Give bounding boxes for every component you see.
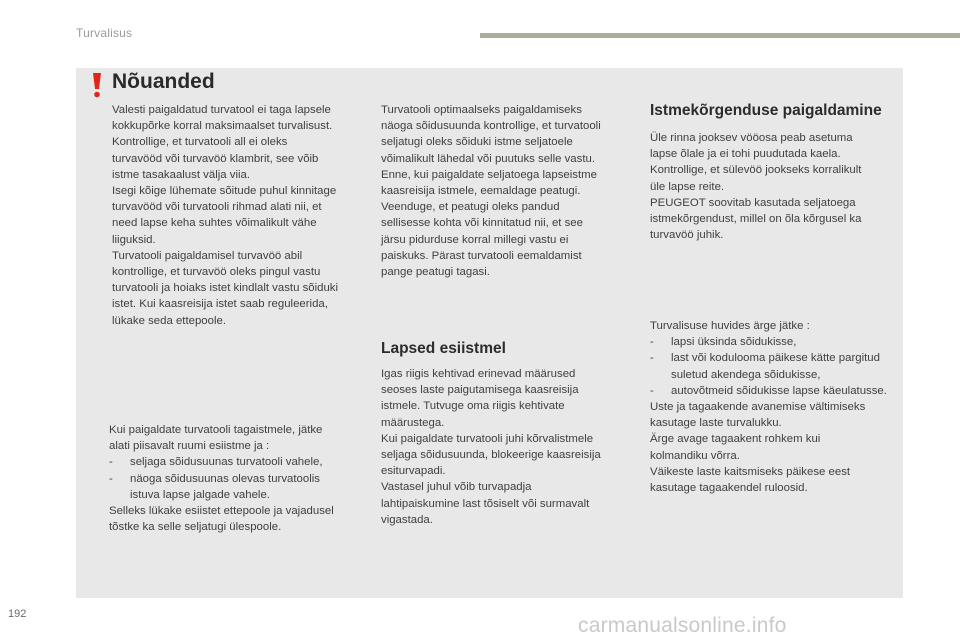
text-line: Kui paigaldate turvatooli juhi kõrvalistmele [381,432,594,445]
list-item-text: last või koduloomа päikese kätte pargitud suletud akendega sõidukisse, [671,352,880,381]
list-item: - näoga sõidusuunas olevas turvatoolis istuva lapse jalgade vahele. [109,472,320,501]
text-line: kolmandiku võrra. [650,449,740,462]
text-line: järsu pidurduse korral millegi vastu ei [381,233,569,246]
list-item-text: näoga sõidusuunas olevas turvatoolis istuva lapse jalgade vahele. [130,472,320,501]
text-line: lahtipaiskumine last tõsiselt või surmavalt [381,497,590,510]
text-line: tõstke ka selle seljatugi ülespoole. [109,521,282,534]
text-line: esiturvapadi. [381,465,446,478]
text-line: turvatooli ja hoiaks istet kindlalt vastu sõiduki [112,282,339,295]
text-line: paiskuks. Pärast turvatooli eemaldamist [381,249,582,262]
text-line: turvavööd või turvatooli rihmad alati nii, et [112,201,322,214]
text-line: istme tasakaalust välja viia. [112,168,251,181]
text-line: Isegi kõige lühemate sõitude puhul kinnitage [112,185,337,198]
text-line: Kontrollige, et sülevöö jookseks korralikult [650,164,862,177]
text-line: lapse õlale ja ei tohi puudutada kaela. [650,148,841,161]
col3-block1 [650,130,900,243]
text-line: näoga sõidusuunda kontrollige, et turvatooli [381,120,601,133]
text-line: Selleks lükake esiistet ettepoole ja vajadusel [109,505,334,518]
watermark: carmanualsonline.info [578,614,787,637]
text-line: kasutage laste turvalukku. [650,417,782,430]
page-title: Nõuanded [112,70,215,93]
text-line: kasutage tagaakendel ruloosid. [650,482,808,495]
text-line: Vastasel juhul võib turvapadja [381,481,532,494]
text-line: sellisesse kohta või kinnitatud nii, et see [381,217,583,230]
text-line: turvavöö juhik. [650,229,724,242]
heading-lapsed-esiistmel: Lapsed esiistmel [381,340,506,357]
list-item: - last või koduloomа päikese kätte pargitud suletud akendega sõidukisse, [650,352,880,381]
col1-block2 [109,422,359,535]
text-line: Igas riigis kehtivad erinevad määrused [381,368,576,380]
page-number: 192 [8,608,27,620]
text-line: Turvatooli paigaldamisel turvavöö abil [112,249,303,262]
text-line: liiguksid. [112,233,156,246]
list-item: - lapsi üksinda sõidukisse, [650,336,797,349]
list-item: - autovõtmeid sõidukisse lapse käeulatusse. [650,384,887,397]
text-line: Turvalisuse huvides ärge jätke : [650,320,810,332]
text-line: võimalikult lähedal või puutuks selle vastu. [381,152,596,165]
text-line: istet. Kui kaasreisija istet saab reguleerida, [112,298,328,311]
text-line: alati piisavalt ruumi esiistme ja : [109,440,270,453]
list-item-text: autovõtmeid sõidukisse lapse käeulatusse. [671,384,887,397]
text-line: kontrollige, et turvavöö oleks pingul vastu [112,266,321,279]
text-line: Üle rinna jooksev vööosa peab asetuma [650,132,853,144]
list-item: - seljaga sõidusuunas turvatooli vahele, [109,456,323,469]
text-line: lükake seda ettepoole. [112,314,226,327]
text-line: määrustega. [381,416,445,429]
text-line: Kui paigaldate turvatooli tagaistmele, jätke [109,424,323,436]
text-line: Kontrollige, et turvatooli all ei oleks [112,136,288,149]
text-line: Ärge avage tagaakent rohkem kui [650,433,821,446]
text-line: vigastada. [381,513,433,526]
text-line: kokkupõrke korral maksimaalset turvalisust. [112,120,333,133]
list-item-text: seljaga sõidusuunas turvatooli vahele, [130,456,323,469]
text-line: Uste ja tagaakende avanemise vältimiseks [650,401,866,414]
list-item-text: lapsi üksinda sõidukisse, [671,336,797,349]
text-line: pange peatugi tagasi. [381,266,490,279]
text-line: seoses laste paigutamisega kaasreisija [381,384,579,397]
text-line: istmele. Tutvuge oma riigis kehtivate [381,400,565,413]
text-line: seljaga sõidusuunda, blokeerige kaasreisija [381,449,601,462]
text-line: Valesti paigaldatud turvatool ei taga lapsele [112,104,331,116]
col2-block1 [381,102,631,280]
col1-block1 [112,102,362,329]
text-line: Turvatooli optimaalseks paigaldamiseks [381,104,582,116]
exclamation-warning-icon [89,72,105,98]
section-label: Turvalisus [76,26,133,40]
text-line: Enne, kui paigaldate seljatoega lapseistme [381,168,597,181]
text-line: Väikeste laste kaitsmiseks päikese eest [650,465,851,478]
text-line: Veenduge, et peatugi oleks pandud [381,201,560,214]
text-line: seljatugi oleks sõiduki istme seljatoele [381,136,573,149]
text-line: kaasreisija istmele, eemaldage peatugi. [381,185,581,198]
text-line: üle lapse reite. [650,180,725,193]
text-line: turvavööd või turvavöö klambrit, see võib [112,152,319,165]
header-rule [480,33,960,38]
text-line: need lapse keha suhtes võimalikult vähe [112,217,317,230]
col2-block2 [381,366,631,528]
text-line: PEUGEOT soovitab kasutada seljatoega [650,196,856,209]
heading-istmekorgendus: Istmekõrgenduse paigaldamine [650,102,882,119]
text-line: istmekõrgendust, millel on õla kõrgusel ka [650,213,862,226]
col3-block2 [650,318,900,496]
